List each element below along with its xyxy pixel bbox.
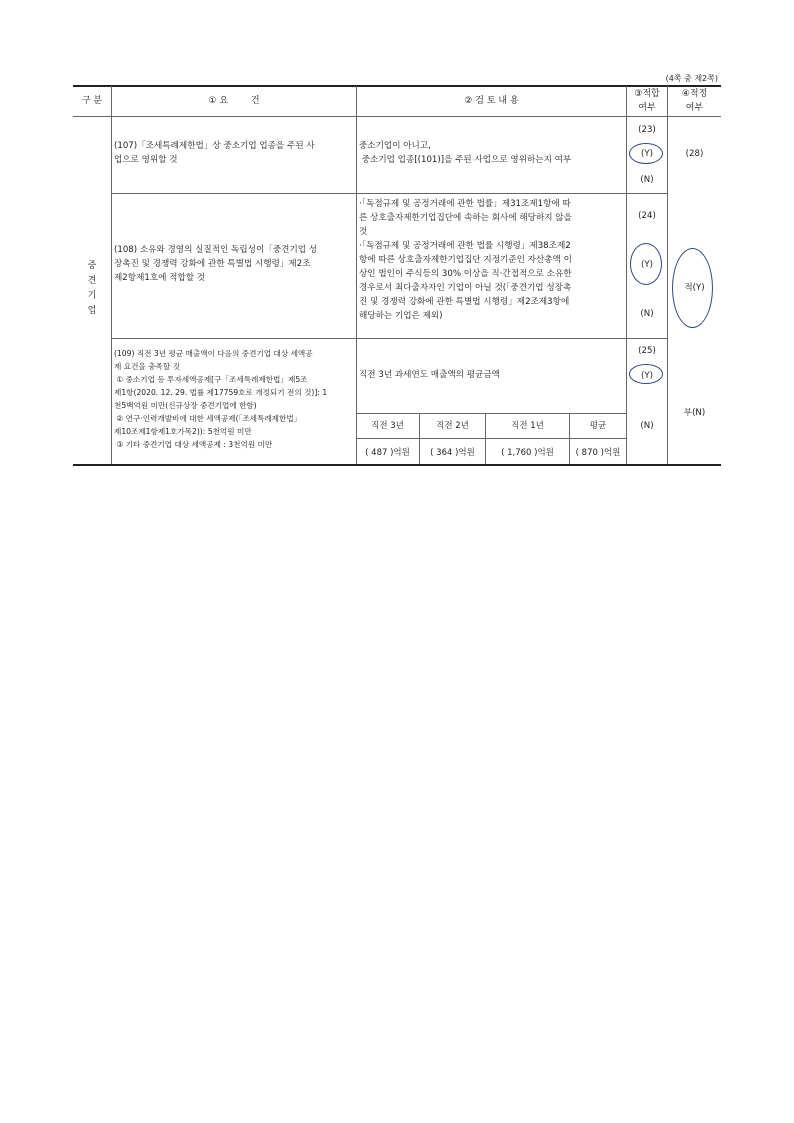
row-109-no[interactable]: (N) (640, 421, 654, 431)
header-category: 구 분 (81, 96, 103, 106)
col-divider-3 (626, 86, 627, 464)
row-108-yes[interactable]: (Y) (641, 260, 653, 270)
row-107-no[interactable]: (N) (640, 175, 654, 185)
row-108-code: (24) (638, 211, 656, 221)
row-108-requirement (114, 243, 317, 285)
review-line: 른 상호출자제한기업집단에 속하는 회사에 해당하지 않을 (359, 213, 572, 223)
category-char: 기 (87, 291, 97, 301)
requirement-line: (108) 소유와 경영의 실질적인 독립성이「중견기업 성 (114, 245, 318, 255)
review-line: 해당하는 기업은 제외) (359, 311, 443, 321)
row-107-review (359, 139, 571, 167)
header-adequacy-1: ④적정 (681, 89, 708, 99)
row-108-yes-circle-icon (630, 243, 662, 285)
page-number: (4쪽 중 제2쪽) (665, 74, 718, 83)
review-line: 진 및 경쟁력 강화에 관한 특별법 시행령」제2조제3항에 (359, 297, 570, 307)
requirement-line: 제1항(2020. 12. 29. 법률 제17759호로 개정되기 전의 것)]: 1 (114, 388, 328, 397)
row-divider-1 (111, 193, 667, 194)
review-line: ·「독점규제 및 공정거래에 관한 법률」제31조제1항에 따 (359, 199, 571, 209)
sales-table-mid (356, 438, 626, 439)
header-review: ② 검 토 내 용 (464, 96, 519, 106)
row-109-code: (25) (638, 346, 656, 356)
requirement-line: 천5백억원 미만(신규상장 중견기업에 한함) (114, 401, 257, 410)
requirement-line: ① 중소기업 등 투자세액공제[구「조세특례제한법」제5조 (114, 375, 308, 384)
row-109-yes-circle-icon (629, 364, 663, 384)
row-109-requirement (114, 347, 327, 451)
header-bottom-border (73, 116, 721, 117)
table-bottom-border (73, 464, 721, 466)
review-line: 경우로서 최다출자자인 기업이 아닐 것(「중견기업 성장촉 (359, 283, 572, 293)
row-divider-2 (111, 338, 667, 339)
sales-header-1y: 직전 1년 (511, 421, 544, 431)
requirement-line: 제 요건을 충족할 것 (114, 362, 180, 371)
requirement-line: 장촉진 및 경쟁력 강화에 관한 특별법 시행령」제2조 (114, 259, 311, 269)
header-conform-2: 여부 (638, 103, 656, 113)
sales-table-top (356, 413, 626, 414)
table-top-border (73, 85, 721, 87)
category-char: 견 (87, 276, 97, 286)
adequacy-no[interactable]: 부(N) (683, 408, 706, 418)
sales-value-2y[interactable]: ( 364 )억원 (430, 448, 475, 458)
sales-header-2y: 직전 2년 (436, 421, 469, 431)
row-107-yes-circle-icon (629, 143, 663, 164)
adequacy-yes-circle-icon (672, 248, 713, 328)
review-line: ·「독점규제 및 공정거래에 관한 법률 시행령」제38조제2 (359, 241, 571, 251)
category-char: 업 (87, 306, 97, 316)
sales-header-3y: 직전 3년 (371, 421, 404, 431)
review-line: 중소기업이 아니고, (359, 141, 431, 151)
sales-value-1y[interactable]: ( 1,760 )억원 (501, 448, 554, 458)
requirement-line: (107)「조세특례제한법」상 중소기업 업종을 주된 사 (114, 141, 315, 151)
review-line: 상인 법인이 주식등의 30% 이상을 직·간접적으로 소유한 (359, 269, 572, 279)
header-adequacy-2: 여부 (685, 103, 704, 113)
adequacy-code: (28) (685, 149, 704, 159)
review-line: 중소기업 업종[(101)]을 주된 사업으로 영위하는지 여부 (359, 155, 572, 165)
row-108-review (359, 197, 572, 323)
col-divider-2 (356, 86, 357, 464)
sales-value-avg[interactable]: ( 870 )억원 (575, 448, 621, 458)
row-107-requirement (114, 139, 315, 167)
requirement-line: 제2항제1호에 적합할 것 (114, 273, 206, 283)
row-107-code: (23) (638, 125, 656, 135)
row-108-no[interactable]: (N) (640, 309, 654, 319)
adequacy-yes[interactable]: 적(Y) (684, 283, 705, 293)
row-109-review: 직전 3년 과세연도 매출액의 평균금액 (359, 370, 500, 380)
requirement-line: 업으로 영위할 것 (114, 155, 178, 165)
sales-value-3y[interactable]: ( 487 )억원 (365, 448, 410, 458)
category-label (73, 259, 111, 319)
sales-header-avg: 평균 (589, 421, 607, 431)
col-divider-1 (111, 86, 112, 464)
header-conform-1: ③적합 (634, 89, 660, 99)
row-109-yes[interactable]: (Y) (641, 371, 653, 381)
review-line: 항에 따른 상호출자제한기업집단 지정기준인 자산총액 이 (359, 255, 572, 265)
requirement-line: 제10조제1항제1호가목2)): 5천억원 미만 (114, 427, 252, 436)
header-requirement: ① 요 건 (208, 96, 260, 106)
category-char: 중 (87, 261, 97, 271)
review-line: 것 (359, 227, 368, 237)
requirement-line: ② 연구·인력개발비에 대한 세액공제(「조세특례제한법」 (114, 414, 302, 423)
row-107-yes[interactable]: (Y) (641, 149, 653, 159)
requirement-line: ③ 기타 중견기업 대상 세액공제 : 3천억원 미만 (114, 440, 273, 449)
requirement-line: (109) 직전 3년 평균 매출액이 다음의 중견기업 대상 세액공 (114, 349, 313, 358)
